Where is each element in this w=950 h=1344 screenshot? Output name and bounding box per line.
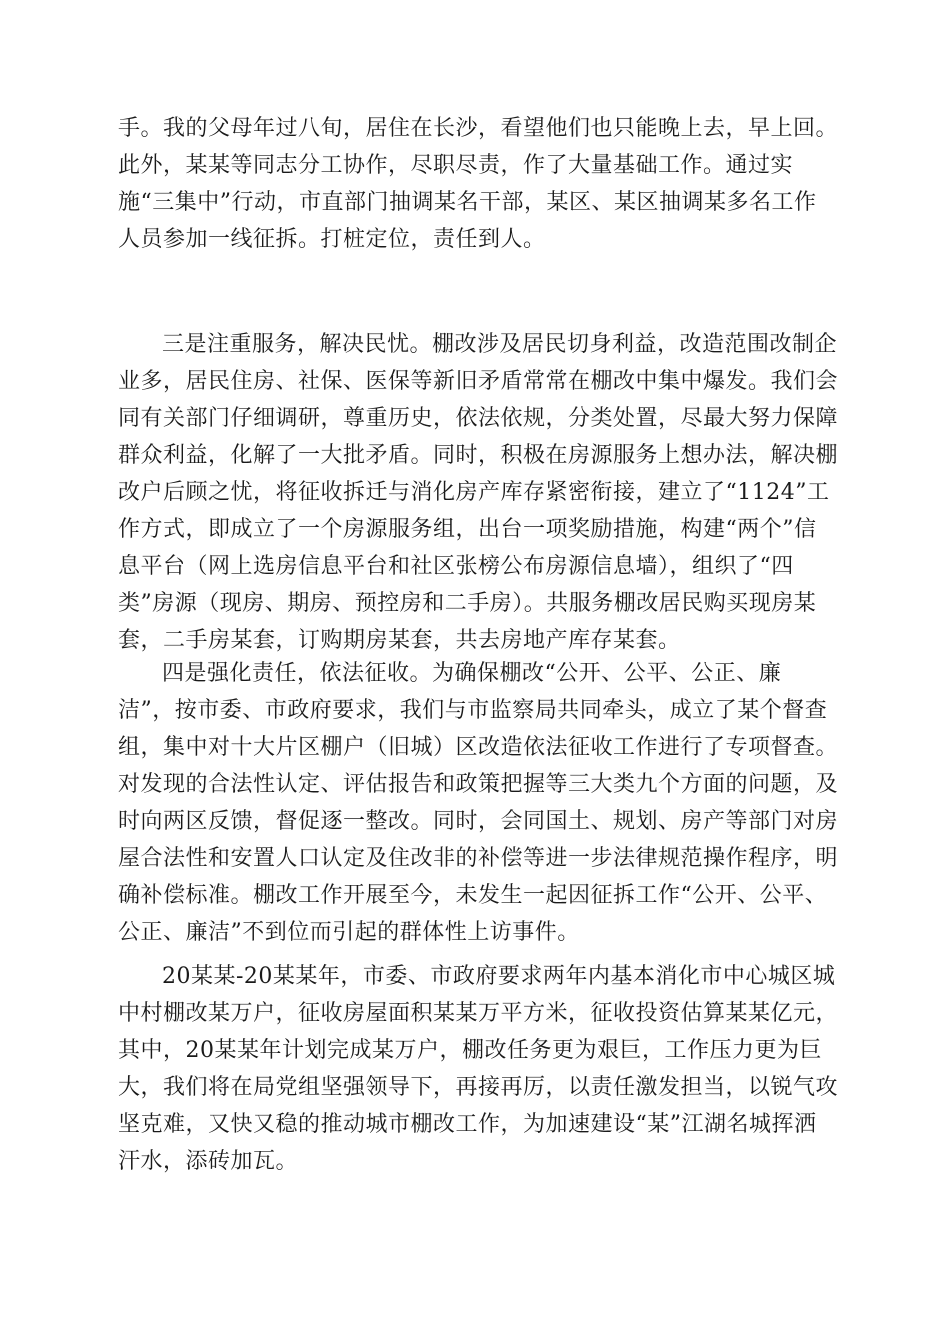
text-line: 息平台（网上选房信息平台和社区张榜公布房源信息墙），组织了“四: [118, 554, 794, 579]
text-line: 作方式，即成立了一个房源服务组，出台一项奖励措施，构建“两个”信: [118, 517, 817, 542]
text-line: 业多，居民住房、社保、医保等新旧矛盾常常在棚改中集中爆发。我们会: [118, 369, 839, 394]
text-line: 大，我们将在局党组坚强领导下，再接再厉，以责任激发担当，以锐气攻: [118, 1075, 839, 1100]
paragraph-outlook: [118, 958, 838, 1180]
text-line: 套，二手房某套，订购期房某套，共去房地产库存某套。: [118, 628, 681, 653]
text-line: 确补偿标准。棚改工作开展至今，未发生一起因征拆工作“公开、公平、: [118, 883, 828, 908]
text-line: 四是强化责任，依法征收。为确保棚改“公开、公平、公正、廉: [162, 661, 782, 686]
text-line: 此外，某某等同志分工协作，尽职尽责，作了大量基础工作。通过实: [118, 153, 794, 178]
text-line: 对发现的合法性认定、评估报告和政策把握等三大类九个方面的问题，及: [118, 772, 839, 797]
text-line: 汗水，添砖加瓦。: [118, 1149, 299, 1174]
text-line: 其中，20某某年计划完成某万户，棚改任务更为艰巨，工作压力更为巨: [118, 1038, 822, 1063]
paragraph-service: [118, 326, 838, 659]
text-line: 人员参加一线征拆。打桩定位，责任到人。: [118, 227, 546, 252]
text-line: 中村棚改某万户，征收房屋面积某某万平方米，征收投资估算某某亿元，: [118, 1001, 839, 1026]
text-line: 改户后顾之忧，将征收拆迁与消化房产库存紧密衔接，建立了“1124”工: [118, 480, 830, 505]
text-line: 群众利益，化解了一大批矛盾。同时，积极在房源服务上想办法，解决棚: [118, 443, 839, 468]
text-line: 20某某-20某某年，市委、市政府要求两年内基本消化市中心城区城: [162, 964, 836, 989]
text-line: 手。我的父母年过八旬，居住在长沙，看望他们也只能晚上去，早上回。: [118, 116, 839, 141]
text-line: 时向两区反馈，督促逐一整改。同时，会同国土、规划、房产等部门对房: [118, 809, 839, 834]
text-line: 类”房源（现房、期房、预控房和二手房）。共服务棚改居民购买现房某: [118, 591, 817, 616]
text-line: 同有关部门仔细调研，尊重历史，依法依规，分类处置，尽最大努力保障: [118, 406, 839, 431]
paragraph-responsibility: [118, 655, 838, 951]
text-line: 公正、廉洁”不到位而引起的群体性上访事件。: [118, 920, 580, 945]
text-line: 屋合法性和安置人口认定及住改非的补偿等进一步法律规范操作程序，明: [118, 846, 839, 871]
paragraph-continuation: [118, 110, 838, 258]
text-line: 坚克难，又快又稳的推动城市棚改工作，为加速建设“某”江湖名城挥洒: [118, 1112, 817, 1137]
text-line: 三是注重服务，解决民忧。棚改涉及居民切身利益，改造范围改制企: [162, 332, 838, 357]
text-line: 洁”，按市委、市政府要求，我们与市监察局共同牵头，成立了某个督查: [118, 698, 828, 723]
text-line: 施“三集中”行动，市直部门抽调某名干部，某区、某区抽调某多名工作: [118, 190, 817, 215]
text-line: 组，集中对十大片区棚户（旧城）区改造依法征收工作进行了专项督查。: [118, 735, 839, 760]
